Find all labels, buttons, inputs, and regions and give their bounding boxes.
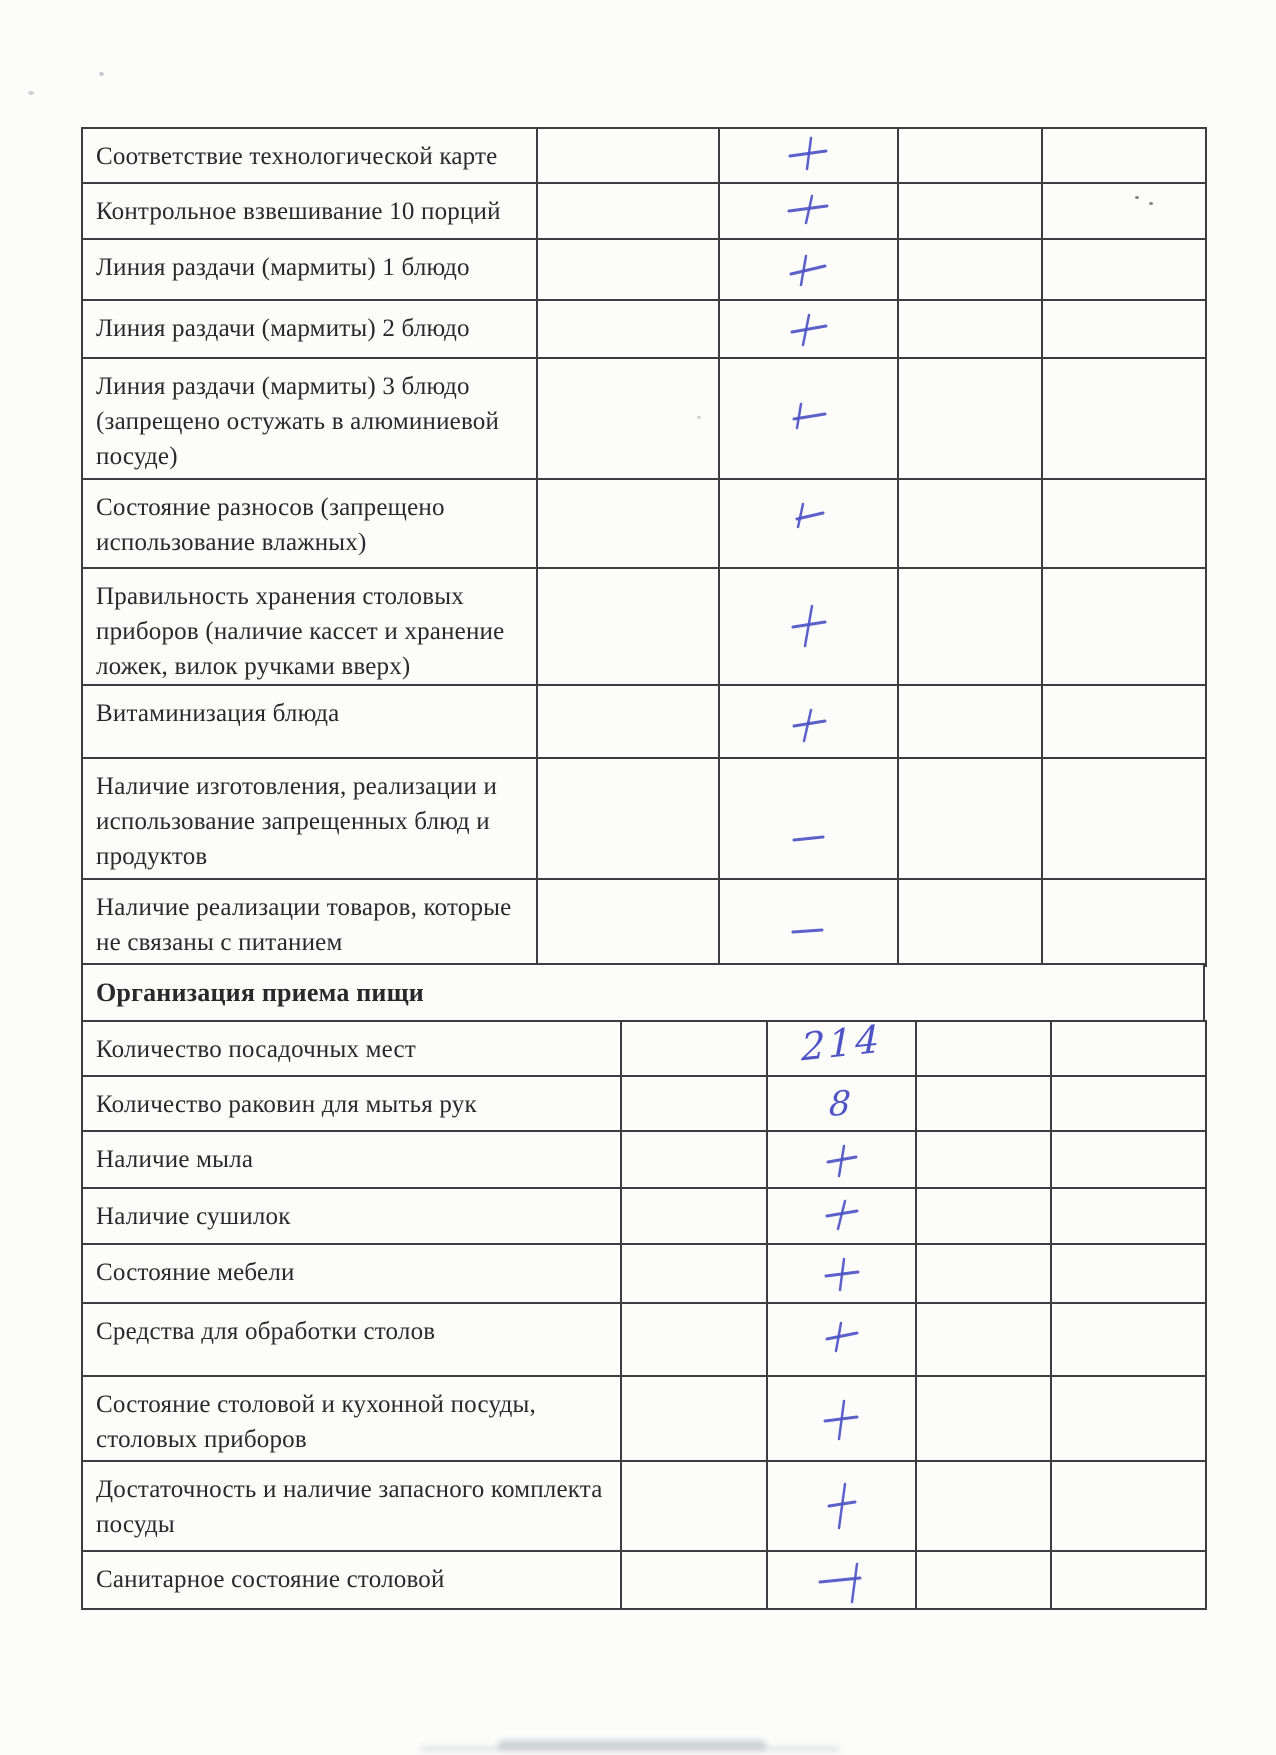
empty-cell xyxy=(621,1376,767,1461)
empty-cell xyxy=(898,183,1042,239)
empty-cell xyxy=(621,1303,767,1376)
table-row xyxy=(82,358,1206,479)
empty-cell xyxy=(1051,1303,1206,1376)
handwritten-plus-mark xyxy=(802,1387,882,1451)
row-label: Линия раздачи (мармиты) 1 блюдо xyxy=(82,239,537,300)
empty-cell xyxy=(621,1076,767,1131)
mark-cell xyxy=(767,1551,916,1609)
mark-cell xyxy=(719,568,898,685)
mark-cell xyxy=(719,358,898,479)
empty-cell xyxy=(1042,358,1206,479)
row-label: Наличие сушилок xyxy=(82,1188,621,1244)
empty-cell xyxy=(898,568,1042,685)
mark-cell xyxy=(719,758,898,879)
empty-cell xyxy=(1042,239,1206,300)
handwritten-plus-mark xyxy=(802,1304,882,1368)
table-row xyxy=(82,1244,1206,1303)
empty-cell xyxy=(537,358,719,479)
table-row xyxy=(82,1551,1206,1609)
row-label: Состояние разносов (запрещено использование влажных) xyxy=(82,479,537,568)
empty-cell xyxy=(1042,479,1206,568)
row-label: Состояние столовой и кухонной посуды, столовых приборов xyxy=(82,1376,621,1461)
row-label: Средства для обработки столов xyxy=(82,1303,621,1376)
empty-cell xyxy=(1051,1131,1206,1188)
empty-cell xyxy=(916,1376,1051,1461)
mark-cell xyxy=(719,128,898,183)
handwritten-plus-mark xyxy=(769,121,849,185)
empty-cell xyxy=(621,1021,767,1076)
empty-cell xyxy=(916,1244,1051,1303)
checklist-table-upper xyxy=(81,127,1207,967)
table-row xyxy=(82,1131,1206,1188)
handwritten-value: 8 xyxy=(828,1082,855,1125)
empty-cell xyxy=(621,1131,767,1188)
empty-cell xyxy=(1042,300,1206,358)
handwritten-plus-mark xyxy=(769,484,849,548)
table-row xyxy=(82,1021,1206,1076)
mark-cell xyxy=(719,300,898,358)
mark-cell xyxy=(719,183,898,239)
empty-cell xyxy=(1051,1551,1206,1609)
empty-cell xyxy=(898,300,1042,358)
mark-cell xyxy=(719,685,898,758)
empty-cell xyxy=(621,1188,767,1244)
table-row xyxy=(82,568,1206,685)
empty-cell xyxy=(621,1244,767,1303)
handwritten-plus-mark xyxy=(769,692,849,756)
row-label: Наличие реализации товаров, которые не связаны с питанием xyxy=(82,879,537,966)
mark-cell xyxy=(767,1016,916,1076)
handwritten-plus-mark xyxy=(769,297,849,361)
row-label: Наличие изготовления, реализации и использование запрещенных блюд и продуктов xyxy=(82,758,537,879)
empty-cell xyxy=(537,879,719,966)
scan-speck xyxy=(28,91,34,95)
table-row xyxy=(82,300,1206,358)
row-label: Витаминизация блюда xyxy=(82,685,537,758)
empty-cell xyxy=(1051,1461,1206,1551)
empty-cell xyxy=(1051,1244,1206,1303)
handwritten-value: 214 xyxy=(800,1016,883,1069)
table-row xyxy=(82,1076,1206,1131)
empty-cell xyxy=(1051,1188,1206,1244)
row-label: Наличие мыла xyxy=(82,1131,621,1188)
handwritten-plus-mark xyxy=(769,593,849,657)
mark-cell xyxy=(767,1376,916,1461)
table-row xyxy=(82,1188,1206,1244)
table-row xyxy=(82,1461,1206,1551)
row-label: Количество раковин для мытья рук xyxy=(82,1076,621,1131)
row-label: Количество посадочных мест xyxy=(82,1021,621,1076)
empty-cell xyxy=(537,479,719,568)
table-row xyxy=(82,758,1206,879)
empty-cell xyxy=(621,1461,767,1551)
empty-cell xyxy=(1051,1376,1206,1461)
row-label: Достаточность и наличие запасного комплекта посуды xyxy=(82,1461,621,1551)
handwritten-minus-mark xyxy=(769,899,849,963)
empty-cell xyxy=(898,879,1042,966)
section-header-row xyxy=(81,963,1205,1022)
empty-cell xyxy=(898,758,1042,879)
empty-cell xyxy=(1042,685,1206,758)
empty-cell xyxy=(898,239,1042,300)
table-row xyxy=(82,685,1206,758)
row-label: Контрольное взвешивание 10 порций xyxy=(82,183,537,239)
empty-cell xyxy=(1042,128,1206,183)
handwritten-minus-mark xyxy=(769,807,849,871)
handwritten-plus-mark xyxy=(802,1242,882,1306)
mark-cell xyxy=(719,479,898,568)
table-row xyxy=(82,128,1206,183)
mark-cell xyxy=(767,1461,916,1551)
row-label: Состояние мебели xyxy=(82,1244,621,1303)
empty-cell xyxy=(1051,1021,1206,1076)
empty-cell xyxy=(1042,183,1206,239)
empty-cell xyxy=(1042,758,1206,879)
mark-cell xyxy=(767,1076,916,1131)
empty-cell xyxy=(916,1021,1051,1076)
scan-speck xyxy=(99,72,104,76)
row-label: Санитарное состояние столовой xyxy=(82,1551,621,1609)
mark-cell xyxy=(767,1131,916,1188)
mark-cell xyxy=(767,1188,916,1244)
empty-cell xyxy=(898,128,1042,183)
handwritten-plus-mark xyxy=(802,1472,882,1536)
handwritten-plus-mark xyxy=(802,1548,882,1612)
row-label: Линия раздачи (мармиты) 3 блюдо (запрещено остужать в алюминиевой посуде) xyxy=(82,358,537,479)
table-row xyxy=(82,1303,1206,1376)
table-row xyxy=(82,479,1206,568)
mark-cell xyxy=(767,1244,916,1303)
empty-cell xyxy=(916,1131,1051,1188)
empty-cell xyxy=(898,358,1042,479)
mark-cell xyxy=(767,1303,916,1376)
section-header-title: Организация приема пищи xyxy=(96,977,424,1007)
empty-cell xyxy=(1042,879,1206,966)
mark-cell xyxy=(719,879,898,966)
table-row xyxy=(82,239,1206,300)
handwritten-plus-mark xyxy=(802,1182,882,1246)
empty-cell xyxy=(1042,568,1206,685)
empty-cell xyxy=(916,1551,1051,1609)
empty-cell xyxy=(537,758,719,879)
empty-cell xyxy=(537,128,719,183)
row-label: Соответствие технологической карте xyxy=(82,128,537,183)
table-row xyxy=(82,183,1206,239)
empty-cell xyxy=(916,1188,1051,1244)
empty-cell xyxy=(916,1076,1051,1131)
empty-cell xyxy=(621,1551,767,1609)
empty-cell xyxy=(537,239,719,300)
row-label: Линия раздачи (мармиты) 2 блюдо xyxy=(82,300,537,358)
mark-cell xyxy=(719,239,898,300)
table-row xyxy=(82,1376,1206,1461)
empty-cell xyxy=(537,300,719,358)
empty-cell xyxy=(916,1303,1051,1376)
handwritten-plus-mark xyxy=(769,238,849,302)
empty-cell xyxy=(537,685,719,758)
checklist-table-lower xyxy=(81,1016,1207,1610)
empty-cell xyxy=(916,1461,1051,1551)
handwritten-plus-mark xyxy=(769,177,849,241)
empty-cell xyxy=(537,183,719,239)
empty-cell xyxy=(1051,1076,1206,1131)
handwritten-plus-mark xyxy=(769,385,849,449)
table-row xyxy=(82,879,1206,966)
handwritten-plus-mark xyxy=(802,1128,882,1192)
row-label: Правильность хранения столовых приборов (наличие кассет и хранение ложек, вилок ручками вверх) xyxy=(82,568,537,685)
empty-cell xyxy=(898,685,1042,758)
empty-cell xyxy=(537,568,719,685)
scan-smudge xyxy=(498,1740,766,1750)
empty-cell xyxy=(898,479,1042,568)
